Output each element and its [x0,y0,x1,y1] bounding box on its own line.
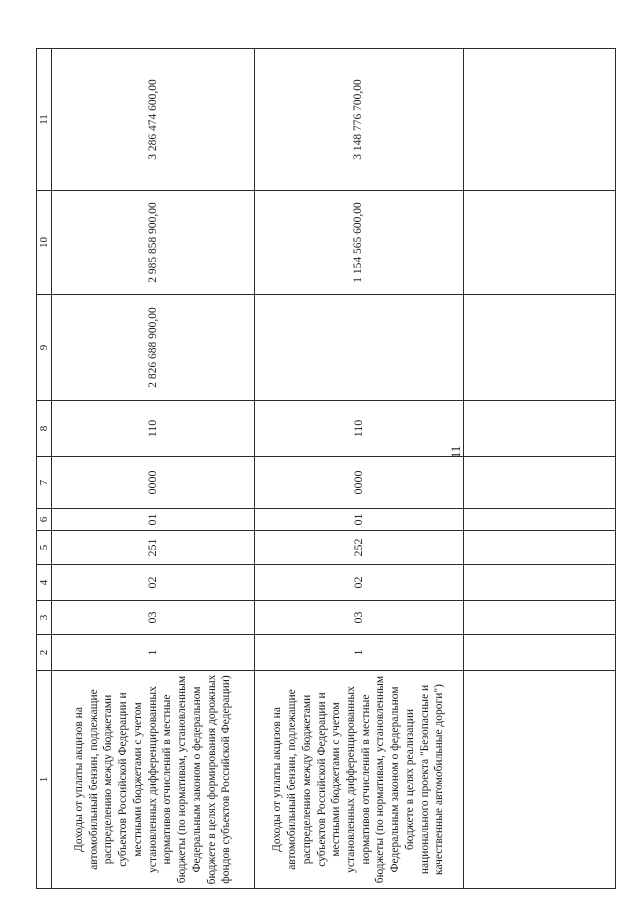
row-cell-col-4: 02 [52,565,255,601]
row-cell-col-8: 110 [52,401,255,457]
table-row [254,49,463,889]
empty-cell [463,401,615,457]
empty-cell [463,635,615,671]
empty-cell [463,531,615,565]
col-header-8: 8 [37,401,52,457]
empty-cell [463,509,615,531]
col-header-1: 1 [37,671,52,889]
column-number-row [37,49,52,889]
row-cell-col-8: 110 [254,401,463,457]
empty-cell [463,671,615,889]
row-cell-col-7: 0000 [254,457,463,509]
empty-cell [463,191,615,295]
col-header-9: 9 [37,295,52,401]
budget-revenue-table [36,48,616,889]
empty-cell [463,565,615,601]
row-cell-col-2: 1 [52,635,255,671]
col-header-6: 6 [37,509,52,531]
row-cell-col-6: 01 [254,509,463,531]
empty-cell [463,49,615,191]
row-cell-col-2: 1 [254,635,463,671]
row-cell-col-6: 01 [52,509,255,531]
col-header-4: 4 [37,565,52,601]
row-cell-col-3: 03 [254,601,463,635]
row-cell-col-11: 3 148 776 700,00 [254,49,463,191]
row-description: Доходы от уплаты акцизов на автомобильный бензин, подлежащие распределению между бюджетами субъектов Российской Федерации и местными бюджетами с учетом установленных дифференцированных нормативов отчислений в местные бюджеты (по нормативам, установленным Федеральным законом о федеральном бюджете в целях формирования дорожных фондов субъектов Российской Федерации) [52,671,255,889]
col-header-11: 11 [37,49,52,191]
row-cell-col-10: 1 154 565 600,00 [254,191,463,295]
row-cell-col-5: 252 [254,531,463,565]
row-cell-col-9: 2 826 688 900,00 [52,295,255,401]
row-cell-col-5: 251 [52,531,255,565]
col-header-5: 5 [37,531,52,565]
col-header-3: 3 [37,601,52,635]
empty-cell [463,601,615,635]
empty-cell [463,295,615,401]
table-row [52,49,255,889]
page-number: 11 [448,445,463,459]
row-cell-col-7: 0000 [52,457,255,509]
col-header-10: 10 [37,191,52,295]
empty-cell [463,457,615,509]
row-description: Доходы от уплаты акцизов на автомобильный бензин, подлежащие распределению между бюджетами субъектов Российской Федерации и местными бюджетами с учетом установленных дифференцированных нормативов отчислений в местные бюджеты (по нормативам, установленным Федеральным законом о федеральном бюджете в целях реализации национального проекта "Безопасные и качественные автомобильные дороги") [254,671,463,889]
empty-row [463,49,615,889]
col-header-7: 7 [37,457,52,509]
row-cell-col-10: 2 985 858 900,00 [52,191,255,295]
row-cell-col-9 [254,295,463,401]
row-cell-col-11: 3 286 474 600,00 [52,49,255,191]
row-cell-col-4: 02 [254,565,463,601]
rotated-table-wrapper [36,49,616,889]
col-header-2: 2 [37,635,52,671]
row-cell-col-3: 03 [52,601,255,635]
